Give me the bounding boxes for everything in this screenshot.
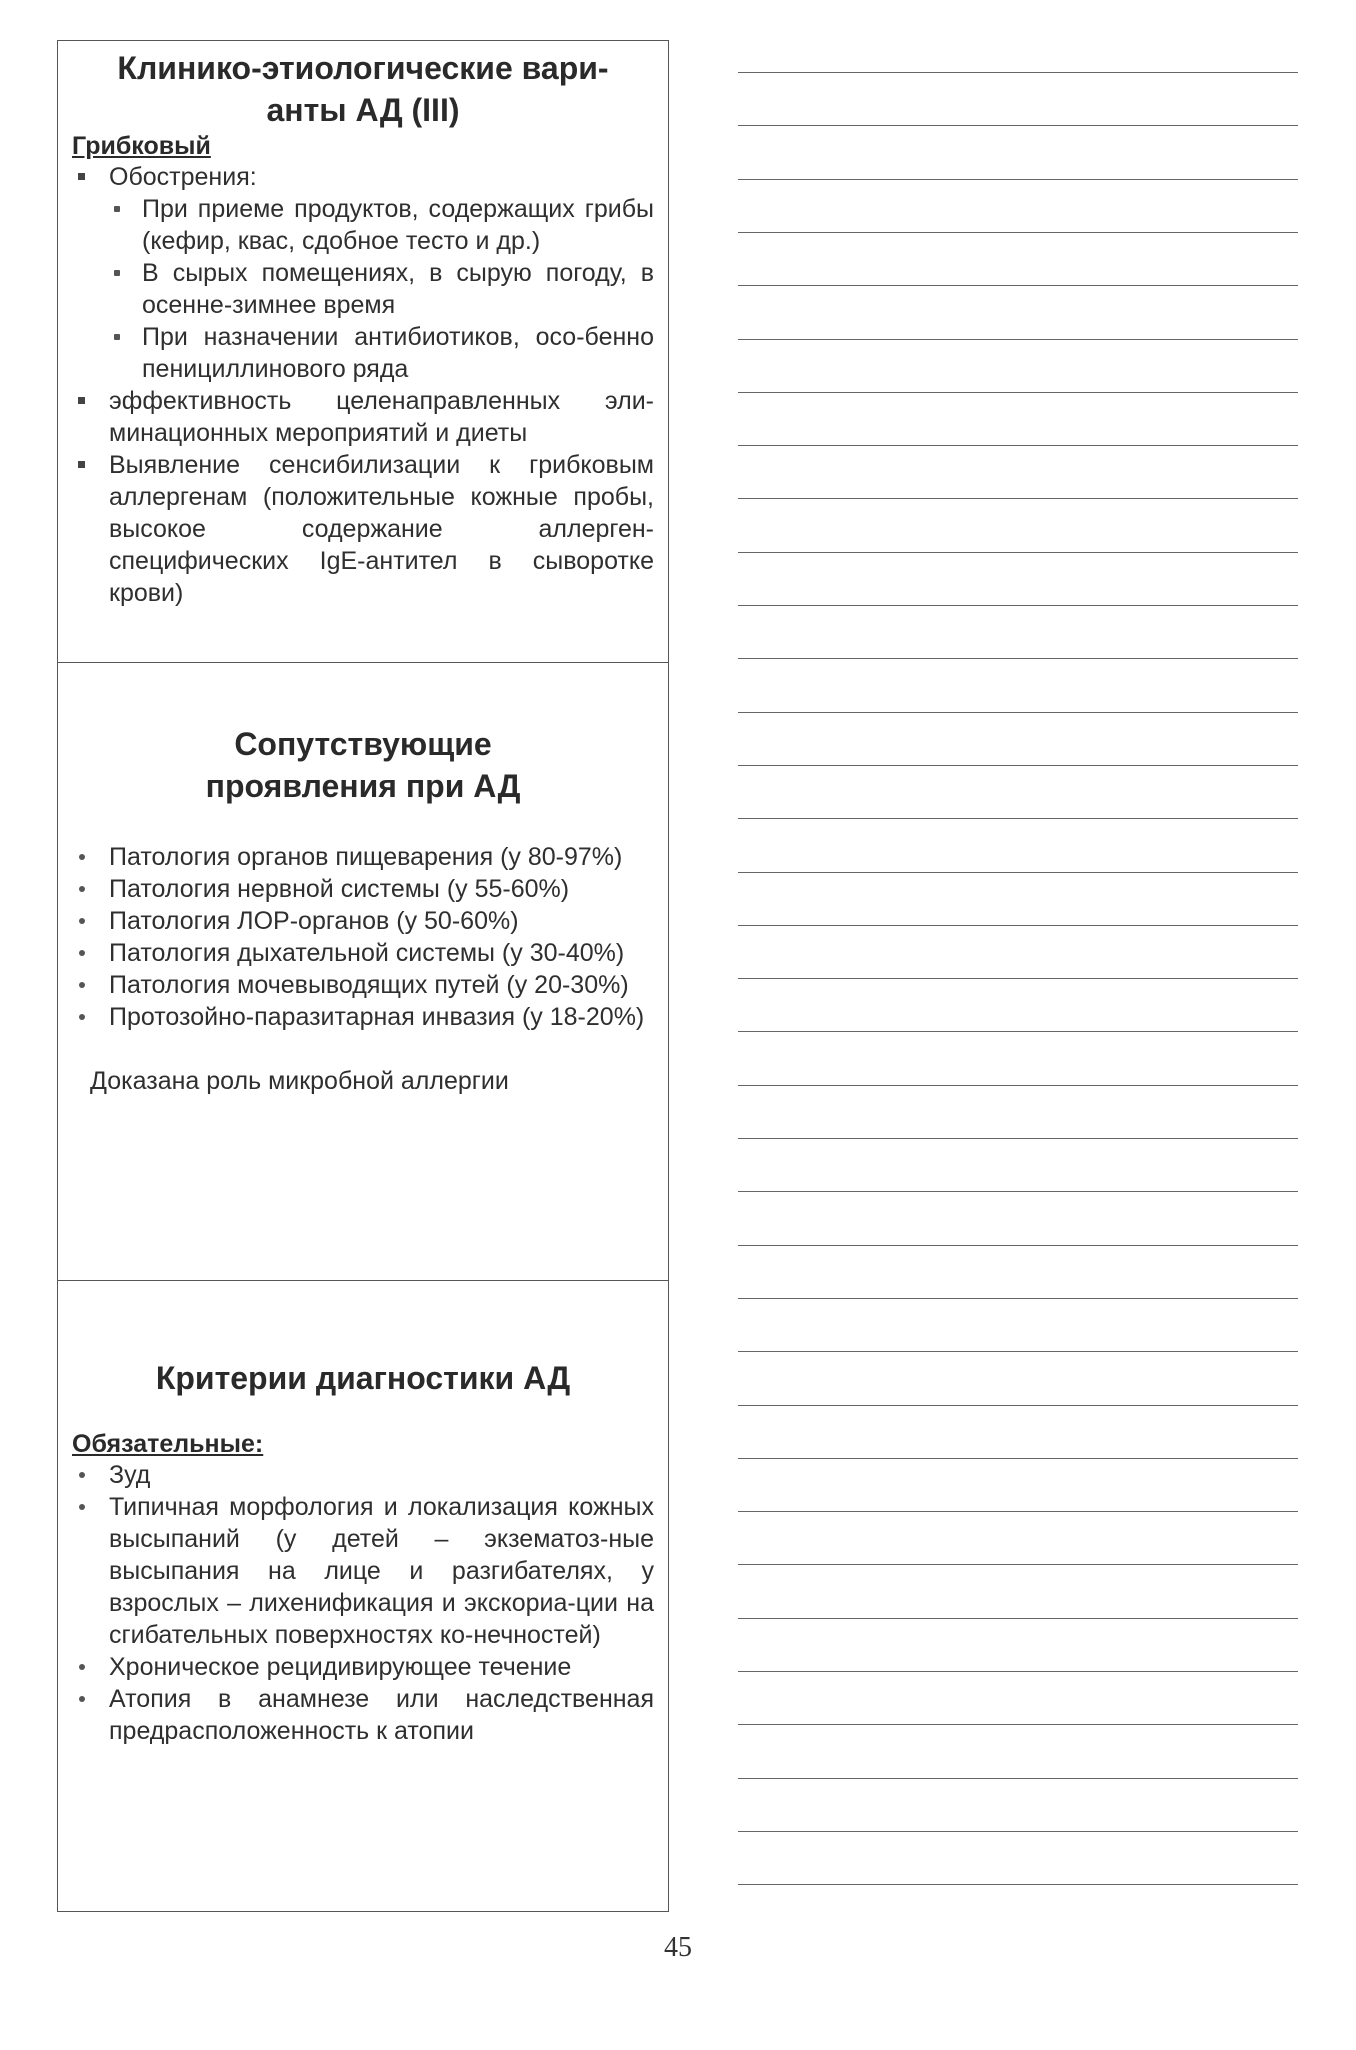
note-line	[738, 712, 1298, 713]
note-line	[738, 1298, 1298, 1299]
bullet-list	[72, 1459, 654, 1747]
note-line	[738, 1191, 1298, 1192]
list-item: В сырых помещениях, в сырую погоду, в осенне-зимнее время	[72, 257, 654, 321]
list-item: При приеме продуктов, содержащих грибы (кефир, квас, сдобное тесто и др.)	[72, 193, 654, 257]
list-item: эффективность целенаправленных эли-минационных мероприятий и диеты	[72, 385, 654, 449]
note-line	[738, 978, 1298, 979]
note-line	[738, 1458, 1298, 1459]
list-item: Патология нервной системы (у 55-60%)	[72, 873, 654, 905]
note-line	[738, 1138, 1298, 1139]
slide-title-text: Клинико-этиологические вари-анты АД (III)	[117, 50, 609, 128]
list-item-text: Обострения:	[109, 163, 257, 191]
list-item: Атопия в анамнезе или наследственная предрасположенность к атопии	[72, 1683, 654, 1747]
note-line	[738, 285, 1298, 286]
note-line	[738, 179, 1298, 180]
subhead-mandatory: Обязательные:	[72, 1430, 264, 1458]
list-item: Патология мочевыводящих путей (у 20-30%)	[72, 969, 654, 1001]
slide-title	[72, 663, 654, 807]
note-line	[738, 605, 1298, 606]
note-line	[738, 765, 1298, 766]
list-item: Патология дыхательной системы (у 30-40%)	[72, 937, 654, 969]
page-number: 45	[664, 1932, 692, 1963]
list-item: Протозойно-паразитарная инвазия (у 18-20%)	[72, 1001, 654, 1033]
note-line	[738, 818, 1298, 819]
note-line	[738, 125, 1298, 126]
note-line	[738, 339, 1298, 340]
list-item: Выявление сенсибилизации к грибковым аллергенам (положительные кожные пробы, высокое содержание аллерген-специфических IgE-антител в сыворотке крови)	[72, 449, 654, 609]
note-line	[738, 232, 1298, 233]
note-line	[738, 658, 1298, 659]
note-line	[738, 1671, 1298, 1672]
note-line	[738, 1405, 1298, 1406]
note-line	[738, 872, 1298, 873]
list-item: Патология органов пищеварения (у 80-97%)	[72, 841, 654, 873]
list-item: При назначении антибиотиков, осо-бенно пенициллинового ряда	[72, 321, 654, 385]
note-line	[738, 1778, 1298, 1779]
slide-title	[72, 41, 654, 131]
list-item: Патология ЛОР-органов (у 50-60%)	[72, 905, 654, 937]
slide-concomitant	[58, 663, 668, 1281]
bullet-list	[72, 161, 654, 609]
note-line	[738, 1724, 1298, 1725]
slide-clinical-variants	[58, 41, 668, 663]
note-line	[738, 72, 1298, 73]
note-line	[738, 925, 1298, 926]
note-text: Доказана роль микробной аллергии	[90, 1067, 509, 1095]
note-line	[738, 1511, 1298, 1512]
note-line	[738, 1085, 1298, 1086]
note-line	[738, 1245, 1298, 1246]
note-line	[738, 1884, 1298, 1885]
list-item: Зуд	[72, 1459, 654, 1491]
slide-title-text: Критерии диагностики АД	[155, 1360, 571, 1396]
note-line	[738, 1031, 1298, 1032]
slides-column	[57, 40, 669, 1912]
list-item: Типичная морфология и локализация кожных высыпаний (у детей – экзематоз-ные высыпания на лице и разгибателях, у взрослых – лихенификация и экскориа-ции на сгибательных поверхностях ко-нечностей)	[72, 1491, 654, 1651]
note-line	[738, 1564, 1298, 1565]
sub-bullet-list	[72, 193, 654, 385]
note-line	[738, 498, 1298, 499]
note-line	[738, 1831, 1298, 1832]
note-line	[738, 552, 1298, 553]
slide-title-text: Сопутствующие проявления при АД	[205, 726, 521, 804]
list-item: Хроническое рецидивирующее течение	[72, 1651, 654, 1683]
subhead-fungal: Грибковый	[72, 132, 211, 160]
slide-diagnostic-criteria	[58, 1281, 668, 1911]
note-line	[738, 1351, 1298, 1352]
note-line	[738, 392, 1298, 393]
list-item	[72, 161, 654, 385]
slide-title	[72, 1281, 654, 1399]
note-line	[738, 445, 1298, 446]
bullet-list	[72, 841, 654, 1033]
note-line	[738, 1618, 1298, 1619]
